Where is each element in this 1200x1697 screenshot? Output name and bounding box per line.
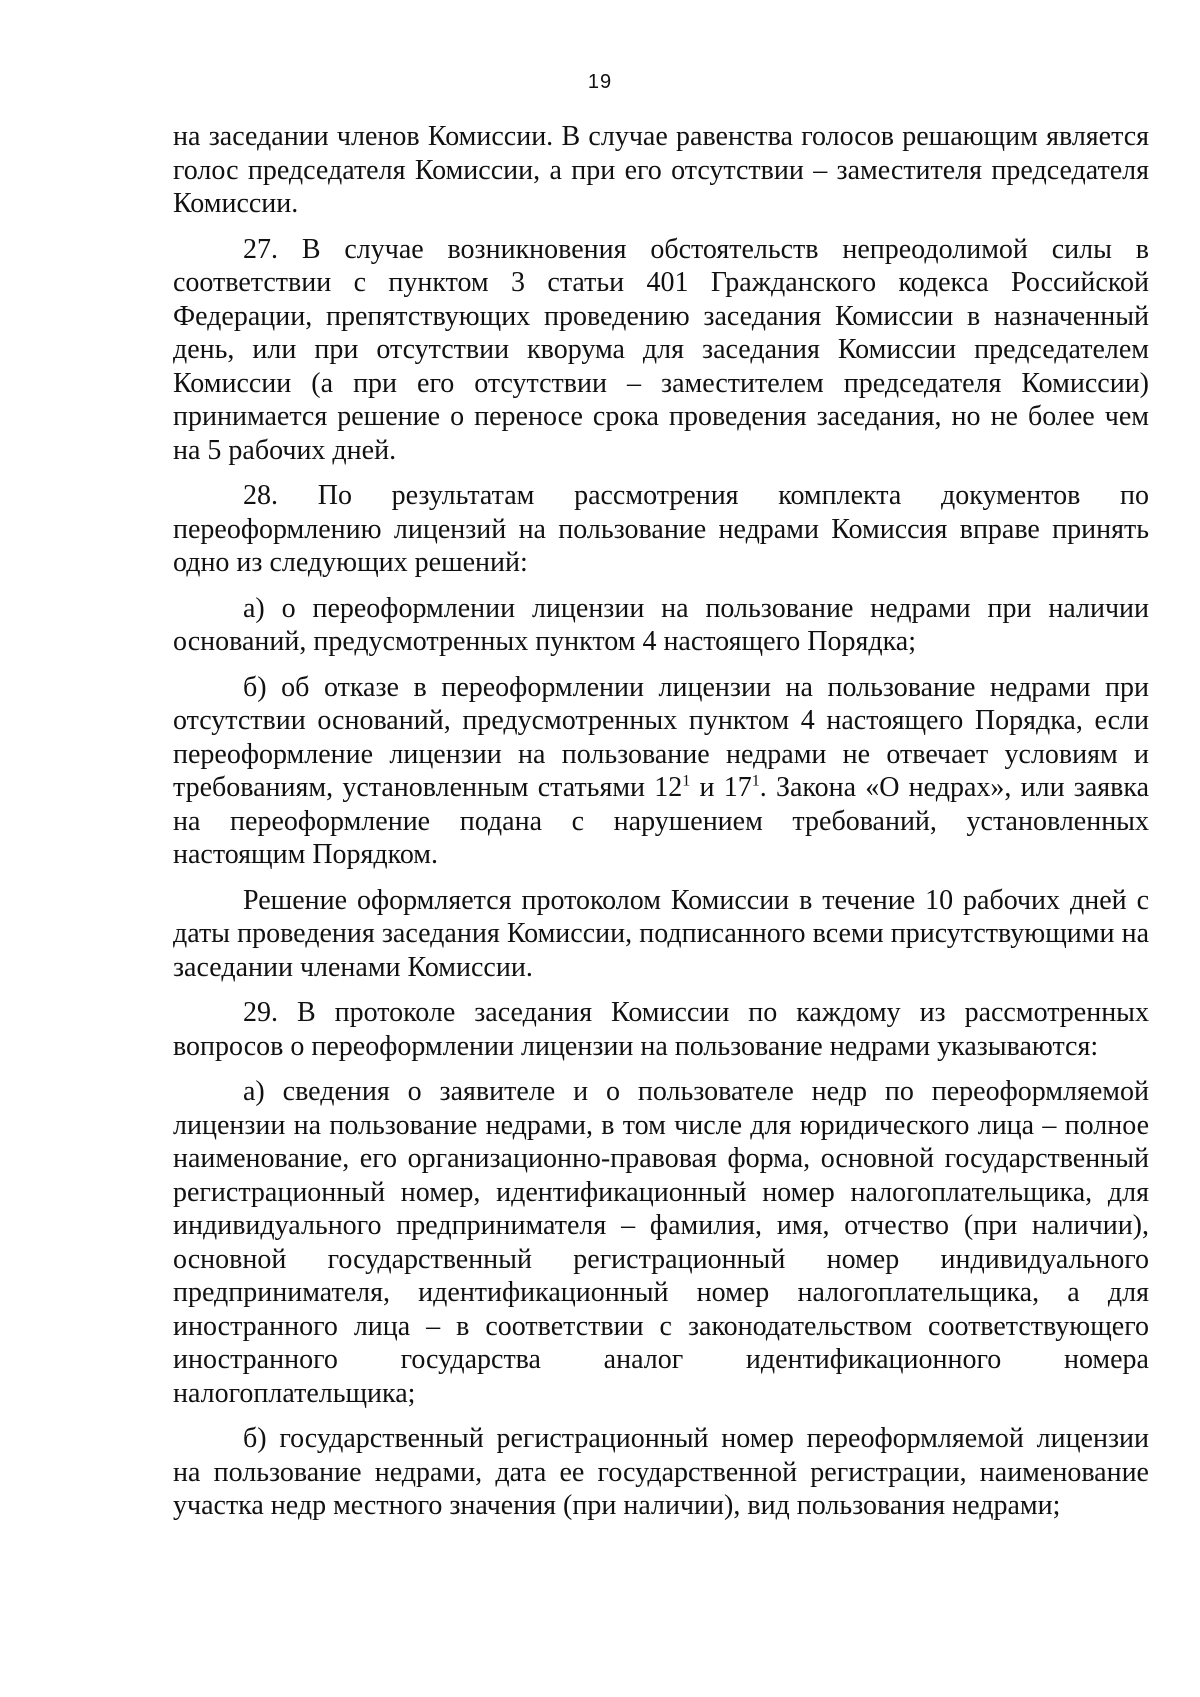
- page-number: 19: [587, 71, 613, 93]
- paragraph-28-b-text-1: б) об отказе в переоформлении лицензии на пользование недрами при отсутствии оснований, предусмотренных пунктом 4 настоящего Порядка, если переоформление лицензии на пользование недрами не отвечает условиям и требованиям, установленным статьями 12: [173, 671, 1156, 803]
- paragraph-28-b-text-3: . Закона «О недрах», или заявка на переоформление подана с нарушением требований, установленных настоящим Порядком.: [173, 772, 1156, 870]
- paragraph-29: 29. В протоколе заседания Комиссии по каждому из рассмотренных вопросов о переоформлении лицензии на пользование недрами указываются:: [173, 997, 1149, 1062]
- paragraph-decision-protocol: Решение оформляется протоколом Комиссии в течение 10 рабочих дней с даты проведения заседания Комиссии, подписанного всеми присутствующими на заседании членами Комиссии.: [173, 884, 1149, 983]
- paragraph-27: 27. В случае возникновения обстоятельств непреодолимой силы в соответствии с пунктом 3 статьи 401 Гражданского кодекса Российской Федерации, препятствующих проведению заседания Комиссии в назначенный день, или при отсутствии кворума для заседания Комиссии председателем Комиссии (а при его отсутствии – заместителем председателя Комиссии) принимается решение о переносе срока проведения заседания, но не более чем на 5 рабочих дней.: [173, 233, 1149, 466]
- paragraph-29-a: а) сведения о заявителе и о пользователе недр по переоформляемой лицензии на пользование недрами, в том числе для юридического лица – полное наименование, его организационно-правовая форма, основной государственный регистрационный номер, идентификационный номер налогоплательщика, для индивидуального предпринимателя – фамилия, имя, отчество (при наличии), основной государственный регистрационный номер индивидуального предпринимателя, идентификационный номер налогоплательщика, а для иностранного лица – в соответствии с законодательством соответствующего иностранного государства аналог идентификационного номера налогоплательщика;: [173, 1076, 1149, 1409]
- superscript-1: 1: [682, 772, 691, 790]
- paragraph-29-b: б) государственный регистрационный номер переоформляемой лицензии на пользование недрами, дата ее государственной регистрации, наименование участка недр местного значения (при наличии), вид пользования недрами;: [173, 1423, 1149, 1521]
- document-body: [173, 120, 1156, 1535]
- superscript-2: 1: [751, 772, 760, 790]
- paragraph-28-b: [173, 671, 1156, 872]
- paragraph-continuation: на заседании членов Комиссии. В случае равенства голосов решающим является голос председателя Комиссии, а при его отсутствии – заместителя председателя Комиссии.: [173, 121, 1149, 219]
- paragraph-28-a: а) о переоформлении лицензии на пользование недрами при наличии оснований, предусмотренных пунктом 4 настоящего Порядка;: [173, 592, 1149, 657]
- paragraph-28-b-text-2: и 17: [690, 772, 752, 803]
- paragraph-28: 28. По результатам рассмотрения комплекта документов по переоформлению лицензий на пользование недрами Комиссия вправе принять одно из следующих решений:: [173, 480, 1149, 578]
